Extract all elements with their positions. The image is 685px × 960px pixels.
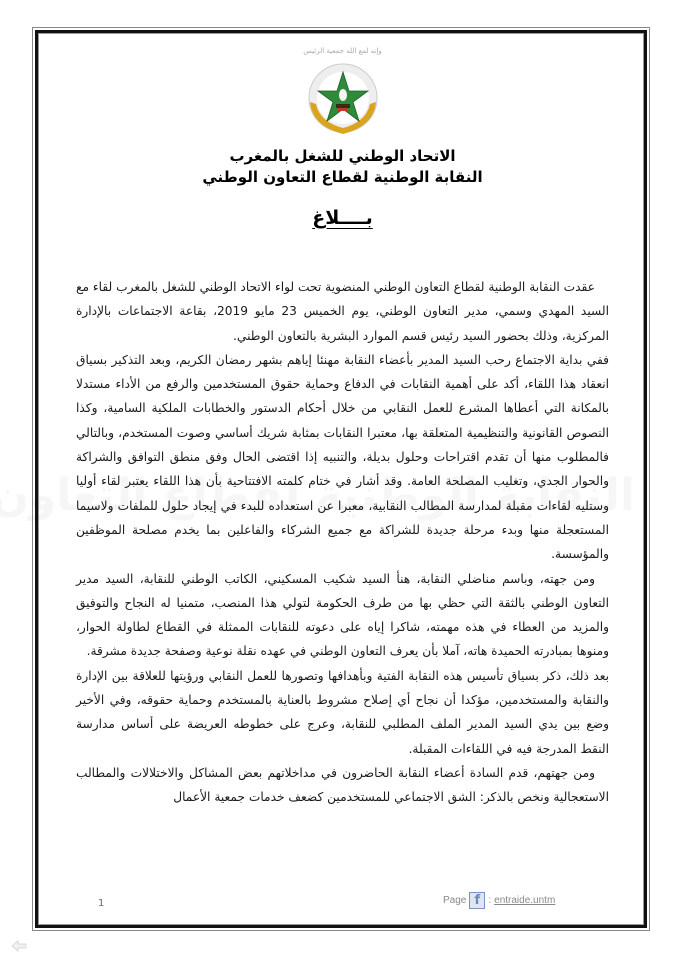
document-body bbox=[76, 275, 609, 810]
paragraph-5: ومن جهتهم، قدم السادة أعضاء النقابة الحاضرون في مداخلاتهم بعض المشاكل والاختلالات والمطالب الاستعجالية ونخص بالذكر: الشق الاجتماعي للمستخدمين كضعف خدمات جمعية الأعمال bbox=[76, 765, 609, 805]
paragraph-2: ففي بداية الاجتماع رحب السيد المدير بأعضاء النقابة مهنئا إياهم بشهر رمضان الكريم، وبعد التذكير بسياق انعقاد هذا اللقاء، أكد على أهمية النقابات في الدفاع وحماية حقوق المستخدمين والرفع من الأداء مستدلا بالمكانة التي أعطاها المشرع للعمل النقابي من خلال أحكام الدستور والخطابات الملكية السامية، وكذا النصوص القانونية والتنظيمية المتعلقة بها، معتبرا النقابات بمثابة شريك أساسي وصوت المستخدم، وبالتالي فالمطلوب منها أن تقدم اقتراحات وحلول بديلة، والتنبيه إذا اقتضى الحال وفق منطق التوافق والشراكة والحوار الجدي، وتغليب المصلحة العامة. وقد أشار في ختام كلمته الافتتاحية بأن هذا اللقاء يعتبر لقاء أوليا وستليه لقاءات مقبلة لمدارسة المطالب النقابية، معبرا عن استعداده للبدء في إيجاد حلول للملفات ولاسيما المستعجلة منها وبدء مرحلة جديدة للشراكة مع جميع الشركاء والفاعلين بما يخدم مصلحة الموظفين والمؤسسة. bbox=[76, 352, 609, 562]
logo-motto: وإنه لمع الله جمعية الرئيس bbox=[303, 47, 382, 55]
union-logo bbox=[300, 60, 386, 138]
book-icon bbox=[336, 104, 350, 108]
document-type-heading: بــــلاغ bbox=[312, 207, 373, 229]
facebook-icon: f bbox=[469, 892, 485, 909]
paragraph-3: ومن جهته، وباسم مناضلي النقابة، هنأ السيد شكيب المسكيني، الكاتب الوطني للنقابة، السيد مدير التعاون الوطني بالثقة التي حظي بها من طرف الحكومة لتولي هذا المنصب، متمنيا له النجاح والتوفيق والمزيد من العطاء في هذه مهمته، شاكرا إياه على دعوته للنقابات الممثلة في القطاع لطاولة الحوار، ومنوها بمبادرته الحميدة هاته، آملا بأن يعرف التعاون الوطني في عهده نقلة نوعية وصفحة جديدة مشرقة. bbox=[76, 571, 609, 659]
union-title: النقابة الوطنية لقطاع التعاون الوطني bbox=[202, 168, 483, 186]
book-base-icon bbox=[338, 108, 348, 111]
flame-icon bbox=[339, 89, 347, 101]
header-titles bbox=[0, 146, 685, 188]
paragraph-4: بعد ذلك، ذكر بسياق تأسيس هذه النقابة الفتية وبأهدافها وتصورها للعمل النقابي ورؤيتها للعلاقة بين الإدارة والنقابة والمستخدمين، مؤكدا أن نجاح أي إصلاح مشروط بالعناية بالمستخدم وحماية حقوقه، وفي الأخير وضع بين يدي السيد المدير الملف المطلبي للنقابة، وعرج على خطوطه العريضة على أساس مدارسة النقط المدرجة فيه في اللقاءات المقبلة. bbox=[76, 668, 609, 756]
previous-page-arrow-icon[interactable] bbox=[11, 940, 27, 952]
page-number: 1 bbox=[98, 898, 105, 909]
organization-title: الاتحاد الوطني للشغل بالمغرب bbox=[229, 147, 456, 165]
separator: : bbox=[488, 895, 492, 906]
page-label: Page bbox=[443, 895, 467, 906]
facebook-handle-link[interactable]: entraide.untm bbox=[494, 895, 556, 906]
paragraph-1: عقدت النقابة الوطنية لقطاع التعاون الوطني المنضوية تحت لواء الاتحاد الوطني للشغل بالمغرب لقاء مع السيد المهدي وسمي، مدير التعاون الوطني، يوم الخميس 23 مايو 2019، بقاعة الاجتماعات بالإدارة المركزية، وذلك بحضور السيد رئيس قسم الموارد البشرية بالتعاون الوطني. bbox=[76, 280, 609, 343]
footer-social-link[interactable] bbox=[443, 892, 555, 909]
